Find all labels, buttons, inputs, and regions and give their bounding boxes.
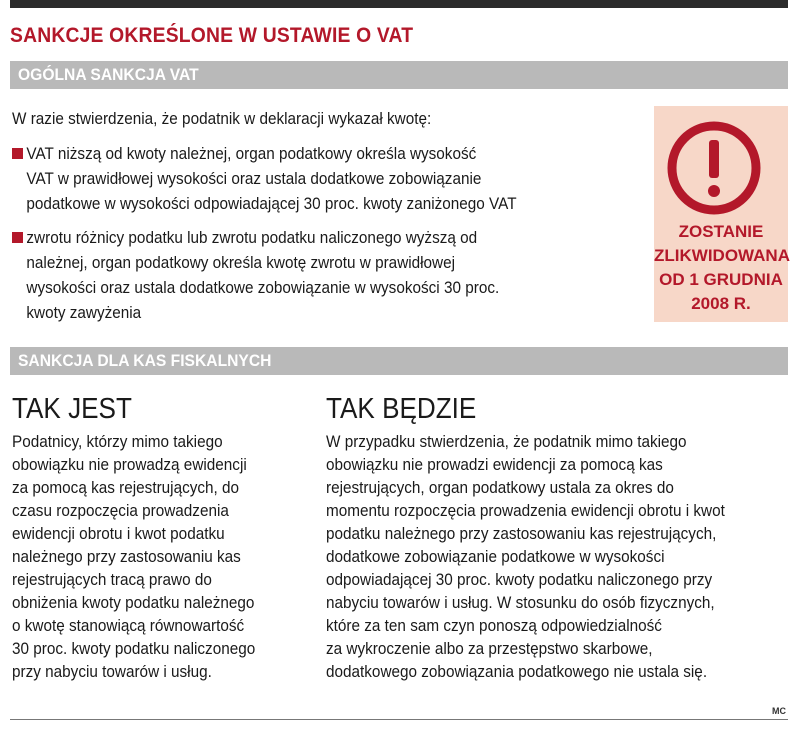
column-future-text bbox=[326, 430, 776, 683]
section-label-general: OGÓLNA SANKCJA VAT bbox=[18, 65, 199, 84]
right-line: W przypadku stwierdzenia, że podatnik mimo takiego bbox=[326, 432, 687, 451]
right-line: za wykroczenie albo za przestępstwo skarbowe, bbox=[326, 639, 653, 658]
bullet-2-line-4: kwoty zawyżenia bbox=[26, 303, 142, 322]
right-line: rejestrujących, organ podatkowy ustala za okres do bbox=[326, 478, 674, 497]
top-rule bbox=[10, 0, 788, 8]
right-line: odpowiadającej 30 proc. kwoty podatku naliczonego przy bbox=[326, 570, 713, 589]
left-line: Podatnicy, którzy mimo takiego bbox=[12, 432, 223, 451]
author-credit: MC bbox=[772, 706, 786, 716]
left-line: obowiązku nie prowadzą ewidencji bbox=[12, 455, 247, 474]
bullet-1-line-2: VAT w prawidłowej wysokości oraz ustala dodatkowe zobowiązanie bbox=[26, 169, 482, 188]
left-line: czasu rozpoczęcia prowadzenia bbox=[12, 501, 229, 520]
warning-line-1: ZOSTANIE bbox=[678, 222, 764, 241]
bullet-2-line-1: zwrotu różnicy podatku lub zwrotu podatku naliczonego wyższą od bbox=[26, 228, 478, 247]
bullet-item-2 bbox=[12, 225, 632, 325]
left-line: obniżenia kwoty podatku należnego bbox=[12, 593, 255, 612]
right-line: podatku należnego przy zastosowaniu kas rejestrujących, bbox=[326, 524, 717, 543]
bullet-1-line-1: VAT niższą od kwoty należnej, organ podatkowy określa wysokość bbox=[26, 144, 477, 163]
heading-tak-jest: TAK JEST bbox=[12, 393, 132, 425]
right-line: które za ten sam czyn ponoszą odpowiedzialność bbox=[326, 616, 662, 635]
intro-text: W razie stwierdzenia, że podatnik w deklaracji wykazał kwotę: bbox=[12, 109, 432, 128]
right-line: dodatkowego zobowiązania podatkowego nie ustala się. bbox=[326, 662, 708, 681]
right-line: dodatkowe zobowiązanie podatkowe w wysokości bbox=[326, 547, 665, 566]
right-line: nabyciu towarów i usług. W stosunku do osób fizycznych, bbox=[326, 593, 715, 612]
warning-line-4: 2008 R. bbox=[691, 294, 751, 313]
right-line: obowiązku nie prowadzi ewidencji za pomocą kas bbox=[326, 455, 663, 474]
section-header-general bbox=[10, 61, 788, 89]
bottom-rule bbox=[10, 719, 788, 720]
left-line: należnego przy zastosowaniu kas bbox=[12, 547, 241, 566]
warning-line-2: ZLIKWIDOWANA bbox=[654, 246, 790, 265]
page-title: SANKCJE OKREŚLONE W USTAWIE O VAT bbox=[10, 24, 414, 47]
bullet-2-line-2: należnej, organ podatkowy określa kwotę zwrotu w prawidłowej bbox=[26, 253, 456, 272]
bullet-1-line-3: podatkowe w wysokości odpowiadającej 30 proc. kwoty zaniżonego VAT bbox=[26, 194, 517, 213]
bullet-item-1 bbox=[12, 141, 632, 216]
left-line: ewidencji obrotu i kwot podatku bbox=[12, 524, 225, 543]
section-header-cash-registers bbox=[10, 347, 788, 375]
left-line: rejestrujących tracą prawo do bbox=[12, 570, 212, 589]
left-line: o kwotę stanowiącą równowartość bbox=[12, 616, 245, 635]
warning-text bbox=[654, 220, 788, 316]
warning-line-3: OD 1 GRUDNIA bbox=[659, 270, 783, 289]
warning-box bbox=[654, 106, 788, 322]
bullet-2-line-3: wysokości oraz ustala dodatkowe zobowiązanie w wysokości 30 proc. bbox=[26, 278, 500, 297]
section-label-cash-registers: SANKCJA DLA KAS FISKALNYCH bbox=[18, 351, 272, 370]
exclamation-icon bbox=[664, 118, 764, 218]
left-line: przy nabyciu towarów i usług. bbox=[12, 662, 212, 681]
left-line: za pomocą kas rejestrujących, do bbox=[12, 478, 240, 497]
left-line: 30 proc. kwoty podatku naliczonego bbox=[12, 639, 256, 658]
column-current-text bbox=[12, 430, 312, 683]
right-line: momentu rozpoczęcia prowadzenia ewidencji obrotu i kwot bbox=[326, 501, 725, 520]
heading-tak-bedzie: TAK BĘDZIE bbox=[326, 393, 477, 425]
